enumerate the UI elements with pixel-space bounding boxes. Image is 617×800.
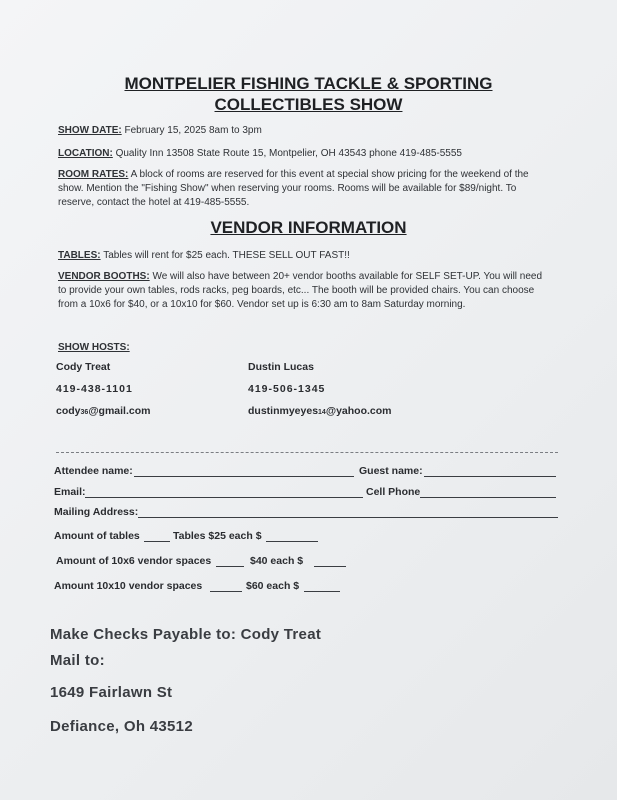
show-hosts-label: SHOW HOSTS: (58, 342, 130, 353)
tables-total-line[interactable] (266, 541, 318, 542)
vendor-10x6-amount-line[interactable] (216, 566, 244, 567)
cell-phone-label: Cell Phone (366, 486, 421, 498)
tables-price-label: Tables $25 each $ (173, 530, 262, 542)
location (58, 147, 462, 161)
email-line[interactable] (85, 497, 363, 498)
location-value: Quality Inn 13508 State Route 15, Montpelier, OH 43543 phone 419-485-5555 (115, 148, 462, 159)
show-date-label: SHOW DATE: (58, 125, 122, 136)
room-rates-value: A block of rooms are reserved for this event at special show pricing for the weekend of the show. Mention the "Fishing Show" when reserving your rooms. Rooms will be available for $89/night. To reserve, contact the hotel at 419-485-5555. (58, 169, 529, 208)
location-label: LOCATION: (58, 148, 113, 159)
vendor-booths-label: VENDOR BOOTHS: (58, 271, 150, 282)
show-date-value: February 15, 2025 8am to 3pm (124, 125, 262, 136)
mailing-address-label: Mailing Address: (54, 506, 139, 518)
tables-amount-line[interactable] (144, 541, 170, 542)
vendor-booths-value: We will also have between 20+ vendor booths available for SELF SET-UP. You will need to provide your own tables, rods racks, peg boards, etc... The booth will be provided chairs. You can choose from a 10x6 for $40, or a 10x10 for $60. Vendor set up is 6:30 am to 8am Saturday morning. (58, 271, 543, 310)
vendor-10x10-amount-line[interactable] (210, 591, 242, 592)
host2-email-number: 14 (318, 409, 326, 416)
show-date (58, 124, 262, 138)
email-label: Email: (54, 486, 86, 498)
mail-to-label: Mail to: (50, 652, 105, 669)
room-rates-label: ROOM RATES: (58, 169, 129, 180)
host2-email-user: dustinmyeyes (248, 405, 319, 417)
host2-email (248, 405, 392, 417)
host1-email-user: cody (56, 405, 81, 417)
page-title-line1: MONTPELIER FISHING TACKLE & SPORTING (124, 74, 493, 93)
vendor-10x6-total-line[interactable] (314, 566, 346, 567)
vendor-10x6-price-label: $40 each $ (250, 555, 304, 567)
mail-city: Defiance, Oh 43512 (50, 718, 193, 735)
tables-info (58, 249, 350, 263)
mailing-address-line[interactable] (138, 517, 558, 518)
vendor-booths (58, 270, 546, 312)
page-title-line2: COLLECTIBLES SHOW (214, 95, 403, 114)
tables-amount-label: Amount of tables (54, 530, 140, 542)
tables-label: TABLES: (58, 250, 101, 261)
tables-value: Tables will rent for $25 each. THESE SELL OUT FAST!! (103, 250, 350, 261)
host1-phone: 419-438-1101 (56, 383, 133, 395)
vendor-10x10-label: Amount 10x10 vendor spaces (54, 580, 203, 592)
vendor-heading: VENDOR INFORMATION (210, 218, 407, 237)
host1-email-domain: @gmail.com (88, 405, 151, 417)
cell-phone-line[interactable] (420, 497, 556, 498)
guest-name-label: Guest name: (359, 465, 423, 477)
host2-email-domain: @yahoo.com (325, 405, 392, 417)
checks-payable: Make Checks Payable to: Cody Treat (50, 626, 322, 643)
mail-street: 1649 Fairlawn St (50, 684, 173, 701)
host1-email (56, 405, 150, 417)
guest-name-line[interactable] (424, 476, 556, 477)
attendee-name-label: Attendee name: (54, 465, 133, 477)
host2-name: Dustin Lucas (248, 361, 314, 373)
host2-phone: 419-506-1345 (248, 383, 326, 395)
vendor-10x10-total-line[interactable] (304, 591, 340, 592)
vendor-10x10-price-label: $60 each $ (246, 580, 300, 592)
host1-email-number: 36 (80, 409, 89, 416)
cut-line (56, 452, 558, 453)
vendor-10x6-label: Amount of 10x6 vendor spaces (56, 555, 212, 567)
room-rates (58, 168, 548, 210)
attendee-name-line[interactable] (134, 476, 354, 477)
host1-name: Cody Treat (56, 361, 111, 373)
